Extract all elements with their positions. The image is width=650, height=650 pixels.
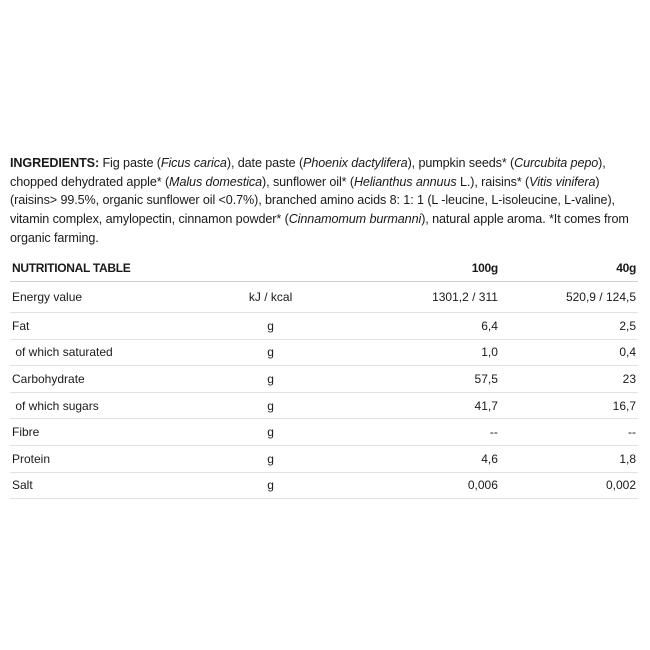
nutrition-row: [10, 445, 638, 472]
ingredient-latin-name: Helianthus annuus: [353, 174, 457, 189]
value-per-100g: 0,006: [331, 472, 500, 499]
ingredient-text-segment: ), natural apple aroma. *It comes from organic farming.: [10, 212, 629, 245]
nutrient-name: Fat: [10, 313, 210, 340]
ingredients-text: [10, 156, 629, 245]
ingredient-latin-name: Cinnamomum burmanni: [288, 212, 422, 227]
ingredient-text-segment: ), chopped dehydrated apple* (: [10, 156, 606, 189]
ingredients-heading: INGREDIENTS:: [10, 156, 100, 170]
nutrition-table-title: NUTRITIONAL TABLE: [10, 255, 210, 282]
value-per-100g: 6,4: [331, 313, 500, 340]
nutrient-name: Protein: [10, 445, 210, 472]
unit-column-header: [210, 255, 330, 282]
nutrition-table: [10, 255, 638, 499]
nutrition-row: [10, 419, 638, 446]
ingredient-latin-name: Ficus carica: [160, 156, 227, 170]
value-per-100g: --: [331, 419, 500, 446]
per-100g-column-header: 100g: [331, 255, 500, 282]
nutrient-name: Carbohydrate: [10, 366, 210, 393]
ingredients-paragraph: [10, 154, 638, 248]
nutrient-name: Fibre: [10, 419, 210, 446]
nutrient-name: of which sugars: [10, 392, 210, 419]
ingredient-text-segment: ), sunflower oil* (: [262, 174, 354, 189]
value-per-40g: 16,7: [500, 392, 638, 419]
value-per-100g: 1301,2 / 311: [331, 282, 500, 313]
nutrient-name: Energy value: [10, 282, 210, 313]
nutrient-name: Salt: [10, 472, 210, 499]
value-per-100g: 4,6: [331, 445, 500, 472]
nutrition-row: [10, 282, 638, 313]
ingredient-text-segment: ), date paste (: [226, 156, 304, 170]
nutrition-table-header: [10, 255, 638, 282]
nutrient-name: of which saturated: [10, 339, 210, 366]
value-per-40g: 23: [500, 366, 638, 393]
ingredient-text-segment: L.), raisins* (: [456, 174, 530, 189]
nutrient-unit: g: [210, 366, 330, 393]
value-per-40g: 1,8: [500, 445, 638, 472]
nutrient-unit: g: [210, 445, 330, 472]
nutrition-row: [10, 366, 638, 393]
value-per-40g: 0,002: [500, 472, 638, 499]
ingredient-text-segment: ), pumpkin seeds* (: [407, 156, 515, 170]
nutrient-unit: g: [210, 472, 330, 499]
value-per-40g: 520,9 / 124,5: [500, 282, 638, 313]
value-per-100g: 41,7: [331, 392, 500, 419]
nutrient-unit: g: [210, 313, 330, 340]
nutrient-unit: g: [210, 419, 330, 446]
nutrient-unit: g: [210, 339, 330, 366]
value-per-100g: 1,0: [331, 339, 500, 366]
nutrition-table-body: [10, 282, 638, 499]
nutrient-unit: kJ / kcal: [210, 282, 330, 313]
ingredient-latin-name: Phoenix dactylifera: [303, 156, 408, 170]
nutrition-row: [10, 339, 638, 366]
value-per-40g: 2,5: [500, 313, 638, 340]
ingredient-latin-name: Curcubita pepo: [514, 156, 599, 170]
ingredient-latin-name: Vitis vinifera: [529, 174, 596, 189]
nutrition-row: [10, 392, 638, 419]
value-per-40g: 0,4: [500, 339, 638, 366]
nutrition-row: [10, 313, 638, 340]
ingredient-latin-name: Malus domestica: [169, 174, 263, 189]
ingredient-text-segment: Fig paste (: [99, 156, 161, 170]
value-per-100g: 57,5: [331, 366, 500, 393]
value-per-40g: --: [500, 419, 638, 446]
per-40g-column-header: 40g: [500, 255, 638, 282]
ingredient-text-segment: ) (raisins> 99.5%, organic sunflower oil <0.7%), branched amino acids 8: 1: 1 (L -leucine, L-isoleucine, L-valine), vitamin complex, amylopectin, cinnamon powder* (: [10, 174, 615, 227]
nutrient-unit: g: [210, 392, 330, 419]
nutrition-row: [10, 472, 638, 499]
